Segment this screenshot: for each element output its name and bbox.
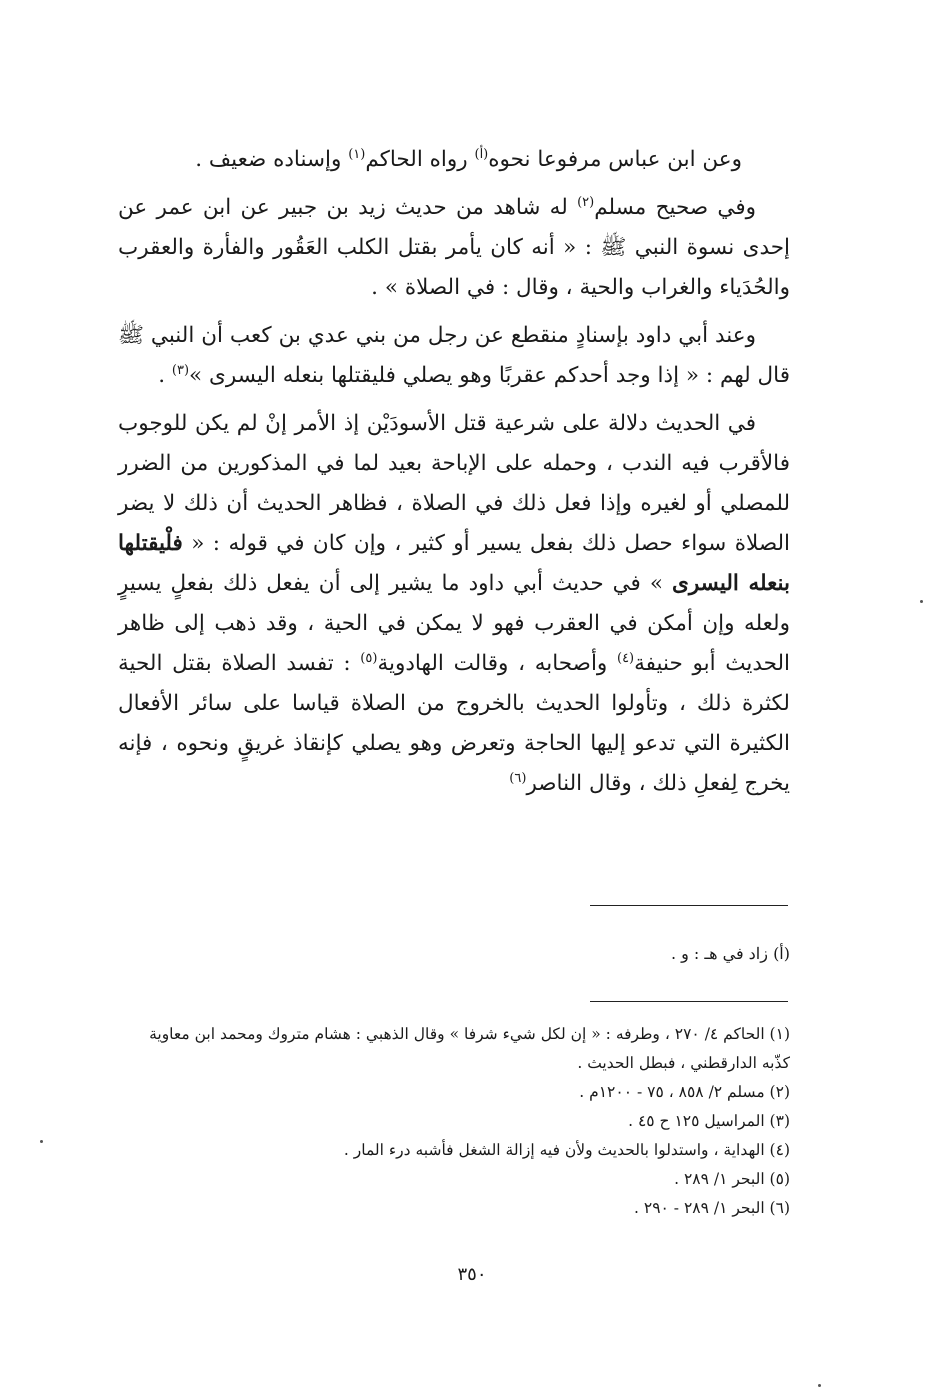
variant-separator-rule <box>590 905 788 906</box>
paragraph-text: . <box>158 363 172 388</box>
variant-marker: (أ) <box>474 146 489 162</box>
footnote-4: (٤) الهداية ، واستدلوا بالحديث ولأن فيه إزالة الشغل فأشبه درء المار . <box>343 1141 790 1159</box>
paragraph-text: وفي صحيح مسلم <box>594 195 757 220</box>
footnote-marker: (٦) <box>509 770 527 786</box>
footnote-5: (٥) البحر ١/ ٢٨٩ . <box>674 1170 790 1188</box>
main-text-body <box>118 140 790 812</box>
paragraph-text: وإسناده ضعيف . <box>195 147 349 172</box>
footnote-marker: (١) <box>348 146 366 162</box>
scan-speck <box>40 1140 43 1143</box>
page-number: ٣٥٠ <box>457 1264 487 1285</box>
paragraph-text: رواه الحاكم <box>365 147 475 172</box>
paragraph-text: » في حديث أبي داود ما يشير إلى أن يفعل ذلك بفعلٍ يسيرٍ ولعله وإن أمكن في العقرب فهو لا يمكن في الحية ، وقد ذهب إلى ظاهر الحديث أبو حنيفة <box>118 571 791 676</box>
scan-speck <box>920 600 923 603</box>
footnote-marker: (٢) <box>577 194 595 210</box>
paragraph-text: وأصحابه ، وقالت الهادوية <box>377 651 617 676</box>
paragraph-ibn-abbas <box>118 140 790 180</box>
footnote-marker: (٥) <box>360 650 378 666</box>
paragraph-text: له شاهد من حديث زيد بن جبير عن ابن عمر عن إحدى نسوة النبي ﷺ : « أنه كان يأمر بقتل الكلب العَقُور والفأرة والعقرب والحُدَياء والغراب والحية ، وقال : في الصلاة » . <box>118 195 790 300</box>
footnotes-section <box>118 1020 790 1223</box>
paragraph-commentary <box>118 404 790 804</box>
paragraph-text: وعن ابن عباس مرفوعا نحوه <box>488 147 742 172</box>
paragraph-sahih-muslim <box>118 188 790 308</box>
paragraph-text: وعند أبي داود بإسنادٍ منقطع عن رجل من بني عدي بن كعب أن النبي ﷺ قال لهم : « إذا وجد أحدكم عقربًا وهو يصلي فليقتلها بنعله اليسرى » <box>118 323 790 388</box>
footnote-1: (١) الحاكم ٤/ ٢٧٠ ، وطرفه : « إن لكل شيء شرفا » وقال الذهبي : هشام متروك ومحمد ابن معاوية كذّبه الدارقطني ، فبطل الحديث . <box>149 1025 790 1072</box>
hadith-quote-bold: فلْيقتلها بنعله اليسرى <box>118 531 791 596</box>
scan-speck <box>818 1384 821 1387</box>
footnote-marker: (٤) <box>616 650 635 666</box>
variant-note: (أ) زاد في هـ : و . <box>670 944 790 963</box>
paragraph-text: في الحديث دلالة على شرعية قتل الأسودَيْن إذ الأمر إنْ لم يكن للوجوب فالأقرب فيه الندب ، وحمله على الإباحة بعيد لما في المذكورين من الضرر للمصلي أو لغيره وإذا فعل ذلك في الصلاة ، فظاهر الحديث أن ذلك لا يضر الصلاة سواء حصل ذلك بفعل يسير أو كثير ، وإن كان في قوله : « <box>118 411 790 556</box>
paragraph-text: : تفسد الصلاة بقتل الحية لكثرة ذلك ، وتأولوا الحديث بالخروج من الصلاة قياسا على سائر الأفعال الكثيرة التي تدعو إليها الحاجة وتعرض وهو يصلي كإنقاذ غريقٍ ونحوه ، فإنه يخرج لِفعلِ ذلك ، وقال الناصر <box>118 651 790 796</box>
paragraph-abu-dawud <box>118 316 790 396</box>
footnote-separator-rule <box>590 1001 788 1002</box>
footnote-marker: (٣) <box>171 362 190 378</box>
footnote-2: (٢) مسلم ٢/ ٨٥٨ ، ٧٥ - ١٢٠٠م . <box>579 1083 790 1101</box>
footnote-3: (٣) المراسيل ١٢٥ ح ٤٥ . <box>628 1112 790 1130</box>
footnote-6: (٦) البحر ١/ ٢٨٩ - ٢٩٠ . <box>634 1199 790 1217</box>
